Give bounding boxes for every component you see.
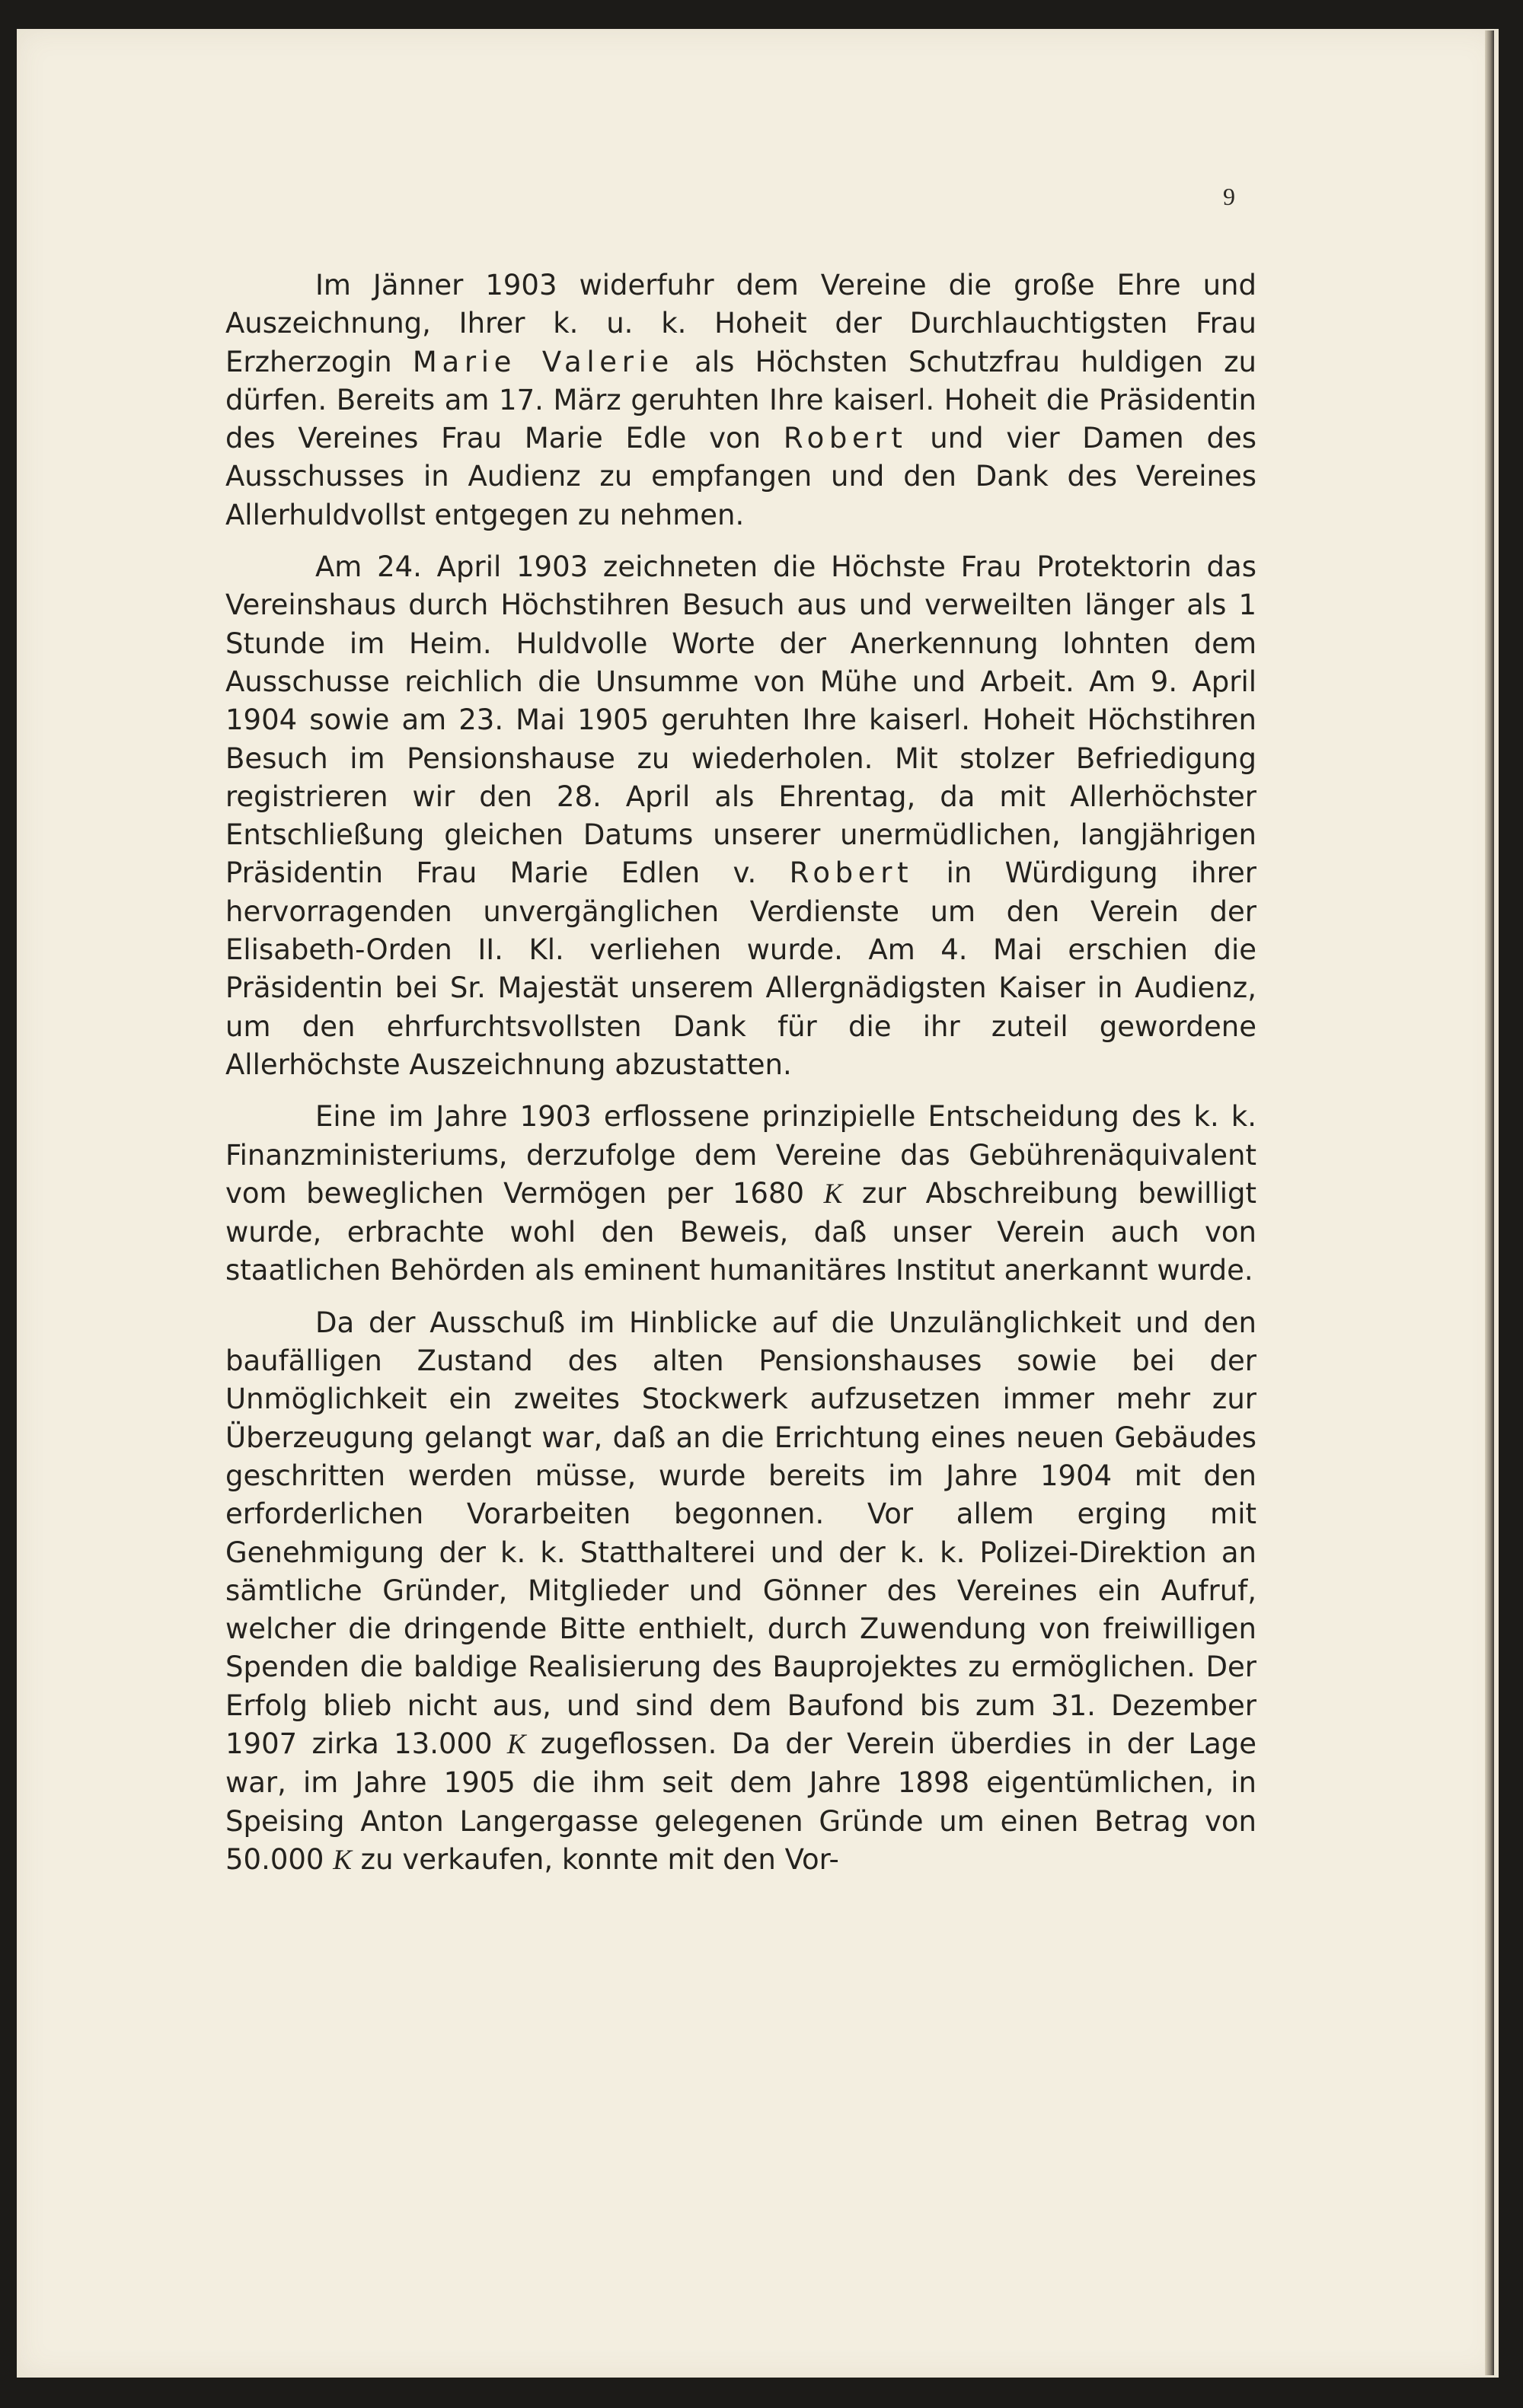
spaced-name: Marie Valerie: [412, 345, 674, 378]
krone-symbol: K: [333, 1844, 352, 1876]
page-edge-shadow: [1485, 30, 1494, 2375]
krone-symbol: K: [823, 1178, 843, 1210]
paragraph: Eine im Jahre 1903 erflossene prinzipielle Entscheidung des k. k. Finanzministeriums, derzufolge dem Vereine das Gebührenäquivalent vom beweglichen Vermögen per 1680 K zur Abschreibung bewilligt wurde, erbrachte wohl den Beweis, daß unser Verein auch von staatlichen Behörden als eminent humanitäres Institut anerkannt wurde.: [225, 1100, 1256, 1287]
krone-symbol: K: [506, 1728, 526, 1760]
body-text: [225, 266, 1256, 1880]
spaced-name: Robert: [783, 422, 908, 455]
paragraph: Da der Ausschuß im Hinblicke auf die Unzulänglichkeit und den baufälligen Zustand des alten Pensionshauses sowie bei der Unmöglichkeit ein zweites Stockwerk aufzusetzen immer mehr zur Überzeugung gelangt war, daß an die Errichtung eines neuen Gebäudes geschritten werden müsse, wurde bereits im Jahre 1904 mit den erforderlichen Vorarbeiten begonnen. Vor allem erging mit Genehmigung der k. k. Statthalterei und der k. k. Polizei-Direktion an sämtliche Gründer, Mitglieder und Gönner des Vereines ein Aufruf, welcher die dringende Bitte enthielt, durch Zuwendung von freiwilligen Spenden die baldige Realisierung des Bauprojektes zu ermöglichen. Der Erfolg blieb nicht aus, und sind dem Baufond bis zum 31. Dezember 1907 zirka 13.000 K zugeflossen. Da der Verein überdies in der Lage war, im Jahre 1905 die ihm seit dem Jahre 1898 eigentümlichen, in Speising Anton Langergasse gelegenen Gründe um einen Betrag von 50.000 K zu verkaufen, konnte mit den Vor-: [225, 1306, 1257, 1876]
page-number: 9: [1223, 183, 1235, 210]
paragraph: Am 24. April 1903 zeichneten die Höchste Frau Protektorin das Vereinshaus durch Höchstihren Besuch aus und verweilten länger als 1 Stunde im Heim. Huldvolle Worte der Anerkennung lohnten dem Ausschusse reichlich die Unsumme von Mühe und Arbeit. Am 9. April 1904 sowie am 23. Mai 1905 geruhten Ihre kaiserl. Hoheit Höchstihren Besuch im Pensionshause zu wiederholen. Mit stolzer Befriedigung registrieren wir den 28. April als Ehrentag, da mit Allerhöchster Entschließung gleichen Datums unserer unermüdlichen, langjährigen Präsidentin Frau Marie Edlen v. Robert in Würdigung ihrer hervorragenden unvergänglichen Verdienste um den Verein der Elisabeth-Orden II. Kl. verliehen wurde. Am 4. Mai erschien die Präsidentin bei Sr. Majestät unserem Allergnädigsten Kaiser in Audienz, um den ehrfurchtsvollsten Dank für die ihr zuteil gewordene Allerhöchste Auszeichnung abzustatten.: [225, 550, 1256, 1081]
paragraph: Im Jänner 1903 widerfuhr dem Vereine die große Ehre und Auszeichnung, Ihrer k. u. k. Hoheit der Durchlauchtigsten Frau Erzherzogin Marie Valerie als Höchsten Schutzfrau huldigen zu dürfen. Bereits am 17. März geruhten Ihre kaiserl. Hoheit die Präsidentin des Vereines Frau Marie Edle von Robert und vier Damen des Ausschusses in Audienz zu empfangen und den Dank des Vereines Allerhuldvollst entgegen zu nehmen.: [225, 269, 1257, 531]
spaced-name: Robert: [789, 856, 914, 890]
